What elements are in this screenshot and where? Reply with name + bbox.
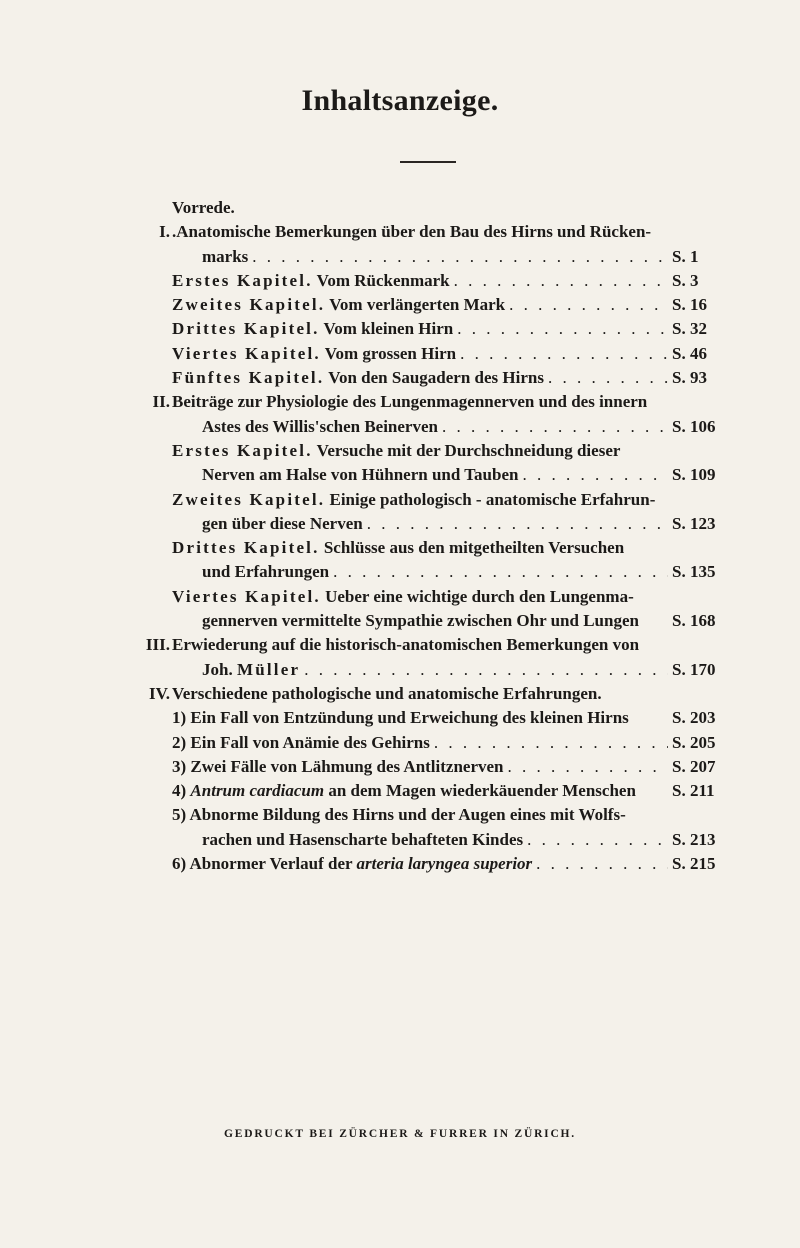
chapter-label: Fünftes Kapitel.: [172, 368, 325, 388]
toc-section-1-title: .Anatomische Bemerkungen über den Bau des Hirns und Rücken-: [172, 222, 652, 242]
toc-section-4-line1: [149, 682, 728, 706]
toc-section-2-title-cont: Astes des Willis'schen Beinerven: [202, 416, 438, 436]
toc-chapter: [172, 293, 728, 317]
toc-page-number: S. 16: [672, 295, 707, 315]
toc-chapter-cont: [172, 512, 728, 536]
toc-section-1-line2: [172, 245, 728, 269]
chapter-title: Ueber eine wichtige durch den Lungenma-: [320, 586, 634, 606]
chapter-title-cont: gennerven vermittelte Sympathie zwischen Ohr und Lungen: [202, 611, 639, 631]
item-text-italic: arteria laryngea superior: [356, 854, 533, 874]
toc-page-number: S. 1: [672, 246, 699, 266]
toc-vorrede: [172, 196, 728, 220]
chapter-title: Von den Saugadern des Hirns: [324, 368, 544, 388]
chapter-title: Vom grossen Hirn: [320, 343, 457, 363]
item-text: 4): [172, 781, 191, 801]
table-of-contents: [145, 196, 728, 876]
leader-dots: [252, 245, 668, 269]
toc-item: [172, 779, 728, 803]
toc-page-number: S. 207: [672, 756, 716, 776]
chapter-title: Vom verlängerten Mark: [325, 295, 506, 315]
toc-chapter: [172, 269, 728, 293]
chapter-title: Versuche mit der Durchschneidung dieser: [312, 440, 621, 460]
toc-chapter: [172, 536, 728, 560]
chapter-label: Erstes Kapitel.: [172, 270, 313, 290]
leader-dots: [304, 658, 668, 682]
toc-section-4-number: IV.: [149, 683, 170, 703]
page-title: Inhaltsanzeige.: [301, 84, 499, 117]
toc-page-number: S. 46: [672, 343, 707, 363]
chapter-title: Einige pathologisch - anatomische Erfahrun-: [325, 489, 656, 509]
toc-page-number: S. 123: [672, 513, 716, 533]
chapter-title-cont: Nerven am Halse von Hühnern und Tauben: [202, 465, 519, 485]
leader-dots: [536, 852, 668, 876]
toc-page-number: S. 211: [672, 781, 715, 801]
item-text-cont: rachen und Hasenscharte behafteten Kindes: [202, 829, 524, 849]
leader-dots: [457, 317, 668, 341]
chapter-title: Vom kleinen Hirn: [319, 319, 454, 339]
toc-section-3-number: III.: [145, 635, 170, 655]
toc-section-1-line1: [159, 220, 728, 244]
toc-section-2-line1: [152, 390, 728, 414]
leader-dots: [508, 755, 668, 779]
chapter-label: Zweites Kapitel.: [172, 489, 326, 509]
item-text-italic: Antrum cardiacum: [190, 781, 325, 801]
chapter-label: Viertes Kapitel.: [172, 343, 321, 363]
toc-page-number: S. 215: [672, 854, 716, 874]
chapter-label: Erstes Kapitel.: [172, 440, 313, 460]
leader-dots: [509, 293, 668, 317]
item-text: 2) Ein Fall von Anämie des Gehirns: [172, 732, 430, 752]
toc-section-3-line1: [145, 633, 728, 657]
toc-page-number: S. 3: [672, 270, 699, 290]
item-text: an dem Magen wiederkäuender Menschen: [324, 781, 636, 801]
chapter-title: Schlüsse aus den mitgetheilten Versuchen: [319, 538, 625, 558]
leader-dots: [434, 731, 668, 755]
toc-section-3-title: Erwiederung auf die historisch-anatomischen Bemerkungen von: [172, 635, 640, 655]
leader-dots: [442, 415, 668, 439]
item-text: 1) Ein Fall von Entzündung und Erweichung des kleinen Hirns: [172, 708, 629, 728]
toc-item: [172, 731, 728, 755]
toc-item: [172, 852, 728, 876]
toc-chapter: [172, 488, 728, 512]
chapter-title: Vom Rückenmark: [312, 270, 450, 290]
leader-dots: [460, 342, 668, 366]
toc-chapter-cont: [172, 560, 728, 584]
toc-page-number: S. 93: [672, 368, 707, 388]
toc-section-2-title: Beiträge zur Physiologie des Lungenmagennerven und des innern: [172, 392, 648, 412]
toc-item-cont: [172, 828, 728, 852]
item-text: 6) Abnormer Verlauf der: [172, 854, 357, 874]
toc-item: [172, 755, 728, 779]
toc-item: [172, 803, 728, 827]
toc-section-4-title: Verschiedene pathologische und anatomische Erfahrungen.: [172, 683, 602, 703]
chapter-title-cont: und Erfahrungen: [202, 562, 330, 582]
toc-chapter-cont: [172, 609, 728, 633]
toc-section-1-title-cont: marks: [202, 246, 249, 266]
chapter-label: Drittes Kapitel.: [172, 319, 320, 339]
toc-chapter: [172, 585, 728, 609]
toc-page-number: S. 32: [672, 319, 707, 339]
chapter-label: Viertes Kapitel.: [172, 586, 321, 606]
toc-chapter: [172, 439, 728, 463]
leader-dots: [367, 512, 668, 536]
author-name: Müller: [236, 659, 301, 679]
toc-section-1-number: I.: [159, 222, 170, 242]
chapter-title-cont: gen über diese Nerven: [202, 513, 363, 533]
title-divider: [400, 161, 456, 163]
toc-item: [172, 706, 728, 730]
toc-page-number: S. 205: [672, 732, 716, 752]
printer-imprint: GEDRUCKT BEI ZÜRCHER & FURRER IN ZÜRICH.: [224, 1128, 576, 1140]
toc-page-number: S. 170: [672, 659, 716, 679]
toc-page-number: S. 213: [672, 829, 716, 849]
toc-section-2-number: II.: [152, 392, 170, 412]
toc-vorrede-text: Vorrede.: [172, 198, 235, 217]
toc-chapter-cont: [172, 463, 728, 487]
leader-dots: [527, 828, 668, 852]
toc-section-2-line2: [172, 415, 728, 439]
toc-page-number: S. 168: [672, 611, 716, 631]
item-text: 5) Abnorme Bildung des Hirns und der Augen eines mit Wolfs-: [172, 805, 626, 825]
toc-section-3-title-cont: Joh.: [202, 659, 237, 679]
leader-dots: [454, 269, 668, 293]
leader-dots: [333, 560, 668, 584]
toc-page-number: S. 135: [672, 562, 716, 582]
toc-page-number: S. 203: [672, 708, 716, 728]
toc-chapter: [172, 366, 728, 390]
chapter-label: Zweites Kapitel.: [172, 295, 326, 315]
chapter-label: Drittes Kapitel.: [172, 538, 320, 558]
leader-dots: [548, 366, 668, 390]
toc-chapter: [172, 317, 728, 341]
toc-chapter: [172, 342, 728, 366]
toc-section-3-line2: [172, 658, 728, 682]
leader-dots: [522, 463, 668, 487]
toc-page-number: S. 109: [672, 465, 716, 485]
item-text: 3) Zwei Fälle von Lähmung des Antlitznerven: [172, 756, 504, 776]
toc-page-number: S. 106: [672, 416, 716, 436]
